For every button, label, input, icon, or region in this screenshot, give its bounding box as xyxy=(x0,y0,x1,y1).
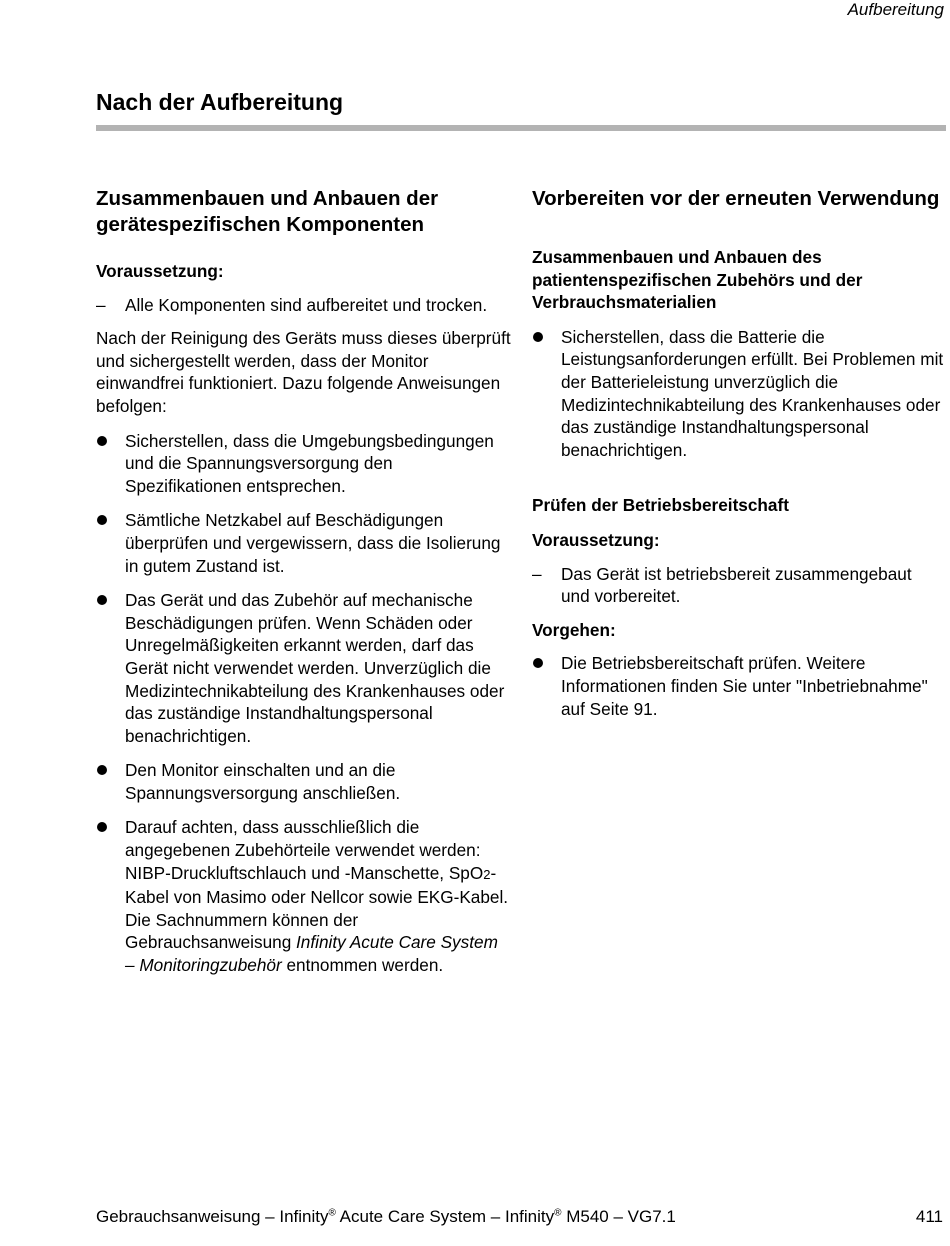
footer-document-title xyxy=(96,1207,676,1227)
dash-marker: – xyxy=(96,294,106,315)
right-section-heading: Vorbereiten vor der erneuten Verwendung xyxy=(532,187,940,210)
left-bullet-item xyxy=(96,509,512,577)
dash-marker: – xyxy=(532,563,542,584)
bullet-dot-icon xyxy=(97,822,107,832)
chapter-title: Nach der Aufbereitung xyxy=(96,89,344,115)
left-bullet-item xyxy=(96,759,512,804)
bullet-dot-icon xyxy=(533,332,543,342)
footer-title-part2: Acute Care System – Infinity xyxy=(335,1207,555,1226)
right-prerequisite-text: Das Gerät ist betriebsbereit zusammengebaut und vorbereitet. xyxy=(561,563,912,607)
left-intro-paragraph: Nach der Reinigung des Geräts muss dieses überprüft und sichergestellt werden, dass der Monitor einwandfrei funktioniert. Dazu folgende Anweisungen befolgen: xyxy=(96,328,511,416)
title-rule xyxy=(96,125,946,131)
bullet-dot-icon xyxy=(97,765,107,775)
right-subsection-heading-readiness: Prüfen der Betriebsbereitschaft xyxy=(532,495,789,516)
bullet-dot-icon xyxy=(533,658,543,668)
left-prerequisite-label: Voraussetzung: xyxy=(96,261,224,281)
bullet-dot-icon xyxy=(97,436,107,446)
left-bullet-item xyxy=(96,589,512,747)
spo2-subscript: 2 xyxy=(483,866,491,882)
right-column xyxy=(532,186,944,720)
right-prerequisite-item xyxy=(532,563,944,608)
left-section-heading: Zusammenbauen und Anbauen der gerätespezifischen Komponenten xyxy=(96,187,439,236)
running-header: Aufbereitung xyxy=(847,0,944,19)
bullet-dot-icon xyxy=(97,515,107,525)
left-column xyxy=(96,186,512,977)
left-bullet-text: Den Monitor einschalten und an die Spannungsversorgung anschließen. xyxy=(125,760,401,803)
right-subsection-heading-assembly: Zusammenbauen und Anbauen des patientenspezifischen Zubehörs und der Verbrauchsmaterialien xyxy=(532,247,863,313)
left-bullet-text: Sämtliche Netzkabel auf Beschädigungen überprüfen und vergewissern, dass die Isolierung in gutem Zustand ist. xyxy=(125,510,501,576)
footer-title-part1: Gebrauchsanweisung – Infinity xyxy=(96,1207,329,1226)
accessories-text-part2: -Kabel von Masimo oder Nellcor sowie EKG-Kabel. Die Sachnummern können der Gebrauchsanweisung xyxy=(125,862,509,953)
right-procedure-item xyxy=(532,652,944,720)
right-procedure-text: Die Betriebsbereitschaft prüfen. Weitere Informationen finden Sie unter "Inbetriebnahme" auf Seite 91. xyxy=(561,653,928,719)
registered-mark: ® xyxy=(328,1207,336,1219)
bullet-dot-icon xyxy=(97,595,107,605)
accessories-text-part1: Darauf achten, dass ausschließlich die angegebenen Zubehörteile verwendet werden: NIBP-Druckluftschlauch und -Manschette, SpO xyxy=(125,817,484,883)
left-bullet-text: Sicherstellen, dass die Umgebungsbedingungen und die Spannungsversorgung den Spezifikationen entsprechen. xyxy=(125,430,494,496)
accessories-text-part3: entnommen werden. xyxy=(281,955,444,976)
right-bullet-item xyxy=(532,326,944,462)
left-prerequisite-text: Alle Komponenten sind aufbereitet und trocken. xyxy=(125,294,488,315)
page-number: 411 xyxy=(915,1207,943,1226)
left-bullet-text: Das Gerät und das Zubehör auf mechanische Beschädigungen prüfen. Wenn Schäden oder Unregelmäßigkeiten erkannt werden, darf das Gerät nicht verwendet werden. Unverzüglich die Medizintechnikabteilung des Krankenhauses oder das zuständige Instandhaltungspersonal benachrichtigen. xyxy=(125,590,505,746)
left-prerequisite-item xyxy=(96,294,512,317)
left-bullet-item-accessories xyxy=(96,816,512,976)
right-bullet-text: Sicherstellen, dass die Batterie die Leistungsanforderungen erfüllt. Bei Problemen mit der Batterieleistung unverzüglich die Medizintechnikabteilung des Krankenhauses oder das zuständige Instandhaltungspersonal benachrichtigen. xyxy=(561,326,944,460)
footer-title-part3: M540 – VG7.1 xyxy=(561,1207,676,1226)
right-prerequisite-label: Voraussetzung: xyxy=(532,529,660,550)
registered-mark: ® xyxy=(554,1207,562,1219)
accessories-doc-title: Infinity Acute Care System – Monitoringzubehör xyxy=(125,932,498,976)
right-procedure-label: Vorgehen: xyxy=(532,619,616,640)
left-bullet-item xyxy=(96,430,512,498)
